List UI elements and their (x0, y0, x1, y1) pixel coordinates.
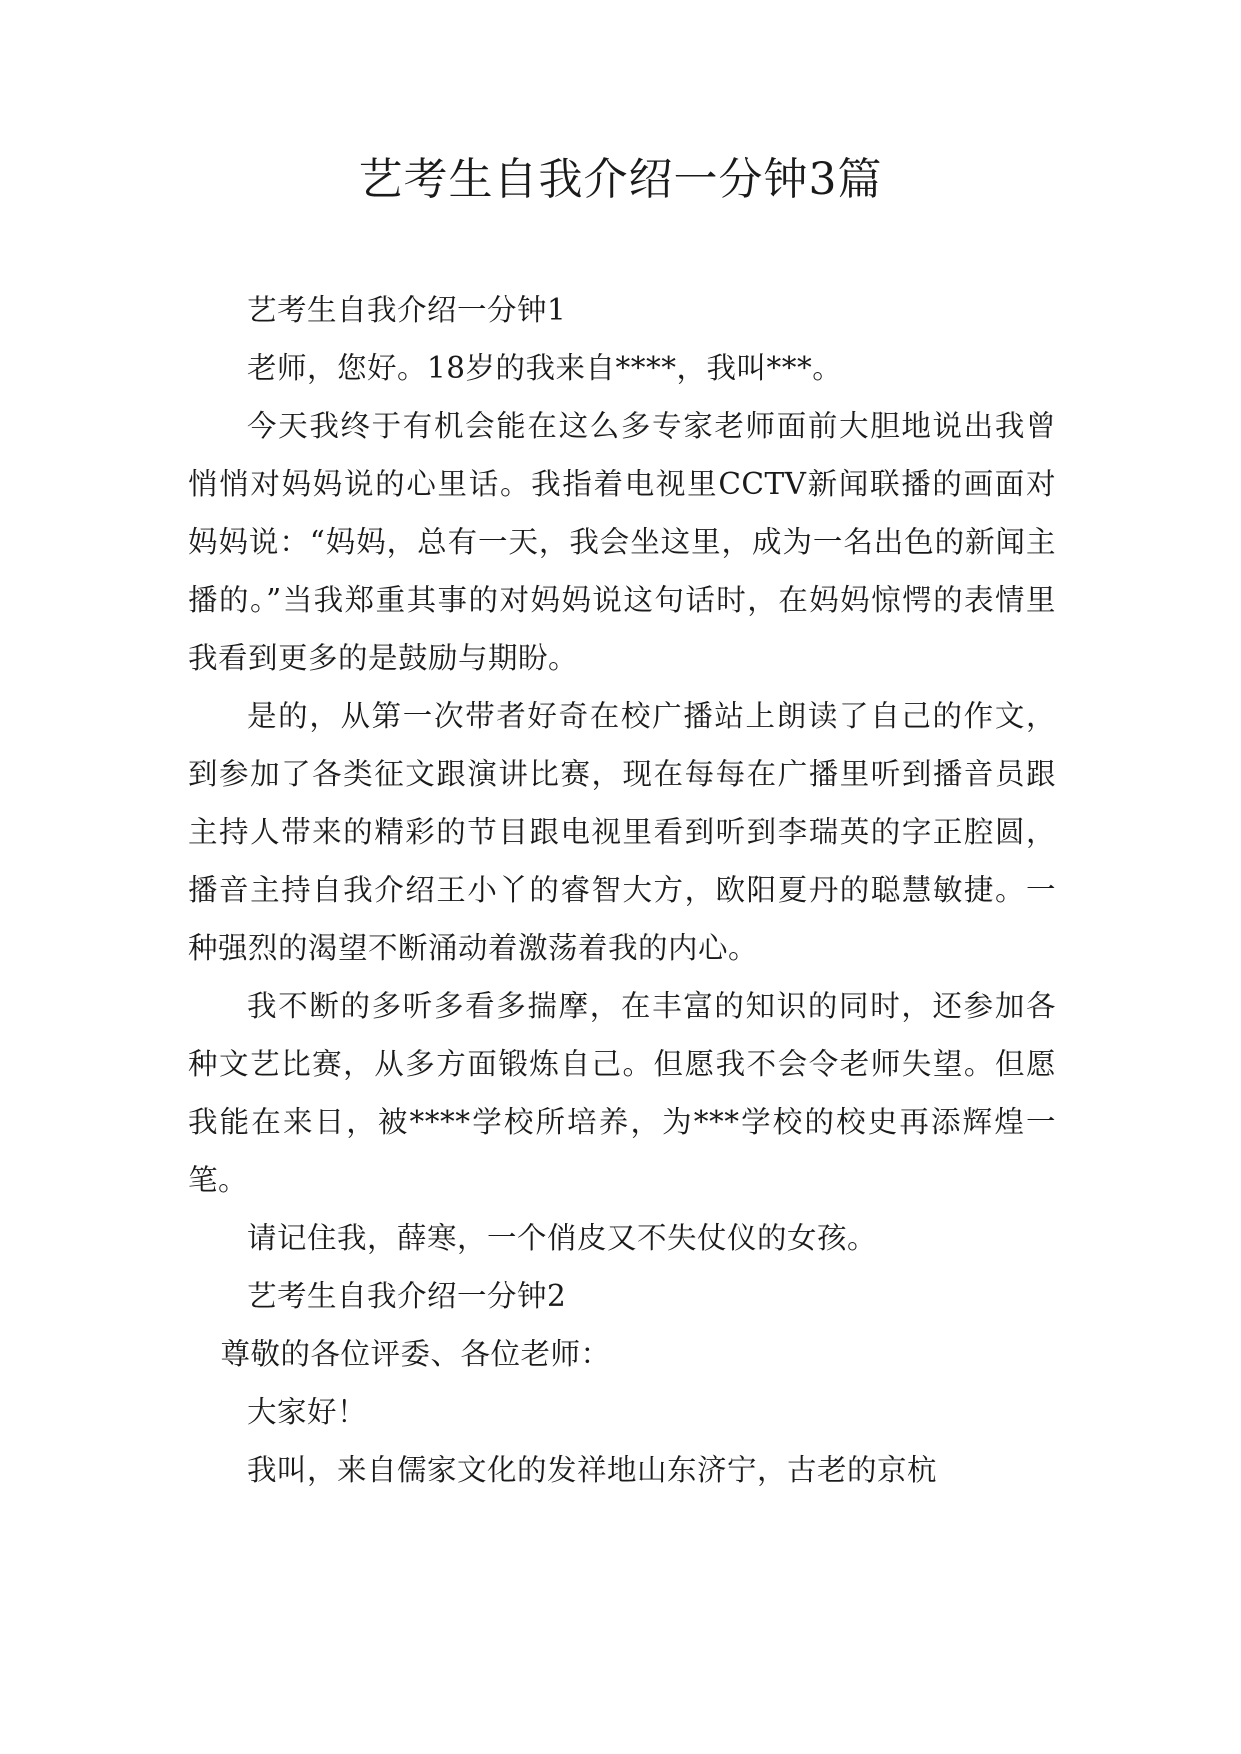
paragraph: 我不断的多听多看多揣摩，在丰富的知识的同时，还参加各种文艺比赛，从多方面锻炼自己。但愿我不会令老师失望。但愿我能在来日，被****学校所培养，为***学校的校史再添辉煌一笔。 (188, 989, 1056, 1197)
paragraph: 今天我终于有机会能在这么多专家老师面前大胆地说出我曾悄悄对妈妈说的心里话。我指着电视里CCTV新闻联播的画面对妈妈说：“妈妈，总有一天，我会坐这里，成为一名出色的新闻主播的。”当我郑重其事的对妈妈说这句话时，在妈妈惊愕的表情里我看到更多的是鼓励与期盼。 (188, 409, 1056, 675)
document-title: 艺考生自我介绍一分钟3篇 (358, 154, 883, 205)
paragraph-salutation: 尊敬的各位评委、各位老师： (220, 1337, 611, 1371)
paragraph-greeting: 大家好！ (247, 1395, 368, 1429)
paragraph-greeting: 老师，您好。18岁的我来自****，我叫***。 (247, 351, 843, 385)
paragraph: 请记住我，薛寒，一个俏皮又不失仗仪的女孩。 (247, 1221, 878, 1255)
section-heading-1: 艺考生自我介绍一分钟1 (247, 293, 567, 327)
document-body (188, 281, 1056, 1499)
paragraph: 是的，从第一次带者好奇在校广播站上朗读了自己的作文，到参加了各类征文跟演讲比赛，现在每每在广播里听到播音员跟主持人带来的精彩的节目跟电视里看到听到李瑞英的字正腔圆，播音主持自我介绍王小丫的睿智大方，欧阳夏丹的聪慧敏捷。一种强烈的渴望不断涌动着激荡着我的内心。 (188, 699, 1056, 965)
section-heading-2: 艺考生自我介绍一分钟2 (247, 1279, 567, 1313)
paragraph: 我叫，来自儒家文化的发祥地山东济宁，古老的京杭 (247, 1453, 938, 1487)
